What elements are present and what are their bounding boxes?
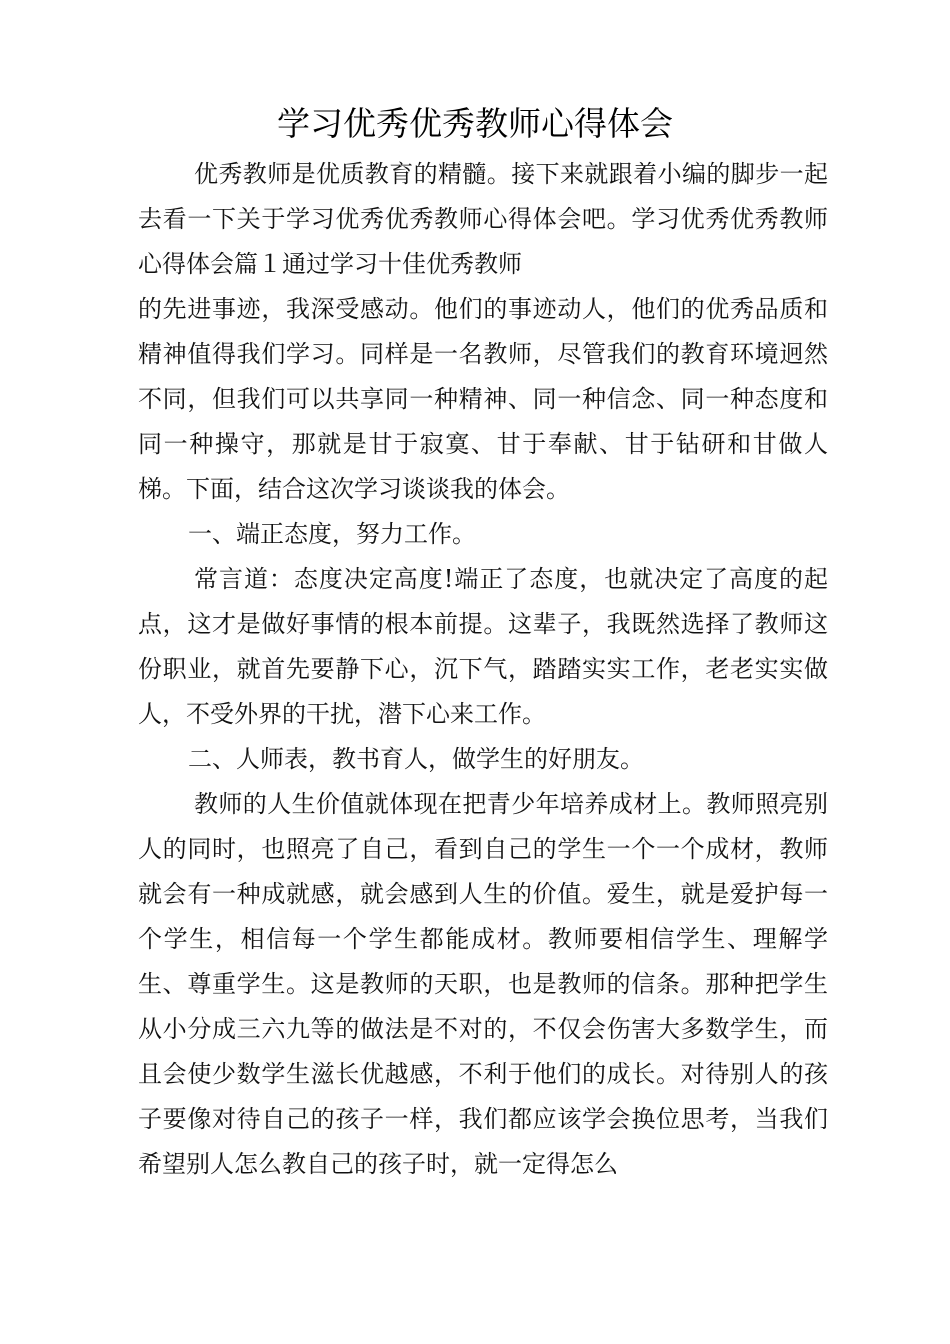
paragraph-deeds: 的先进事迹，我深受感动。他们的事迹动人，他们的优秀品质和精神值得我们学习。同样是一名教师，尽管我们的教育环境迥然不同，但我们可以共享同一种精神、同一种信念、同一种态度和同一种操守，那就是甘于寂寞、甘于奉献、甘于钻研和甘做人梯。下面，结合这次学习谈谈我的体会。 xyxy=(138,295,828,503)
paragraph-attitude: 常言道：态度决定高度!端正了态度，也就决定了高度的起点，这才是做好事情的根本前提。这辈子，我既然选择了教师这份职业，就首先要静下心，沉下气，踏踏实实工作，老老实实做人，不受外界的干扰，潜下心来工作。 xyxy=(138,565,828,728)
section-heading-attitude: 一、端正态度，努力工作。 xyxy=(188,520,476,548)
paragraph-intro: 优秀教师是优质教育的精髓。接下来就跟着小编的脚步一起去看一下关于学习优秀优秀教师心得体会吧。学习优秀优秀教师心得体会篇１通过学习十佳优秀教师 xyxy=(138,160,828,278)
document-title: 学习优秀优秀教师心得体会 xyxy=(277,104,673,143)
document-body xyxy=(138,152,828,1187)
paragraph-teacher-value: 教师的人生价值就体现在把青少年培养成材上。教师照亮别人的同时，也照亮了自己，看到自己的学生一个一个成材，教师就会有一种成就感，就会感到人生的价值。爱生，就是爱护每一个学生，相信每一个学生都能成材。教师要相信学生、理解学生、尊重学生。这是教师的天职，也是教师的信条。那种把学生从小分成三六九等的做法是不对的，不仅会伤害大多数学生，而且会使少数学生滋长优越感，不利于他们的成长。对待别人的孩子要像对待自己的孩子一样，我们都应该学会换位思考，当我们希望别人怎么教自己的孩子时，就一定得怎么 xyxy=(138,790,828,1178)
section-heading-teacher-role: 二、人师表，教书育人，做学生的好朋友。 xyxy=(188,745,644,773)
